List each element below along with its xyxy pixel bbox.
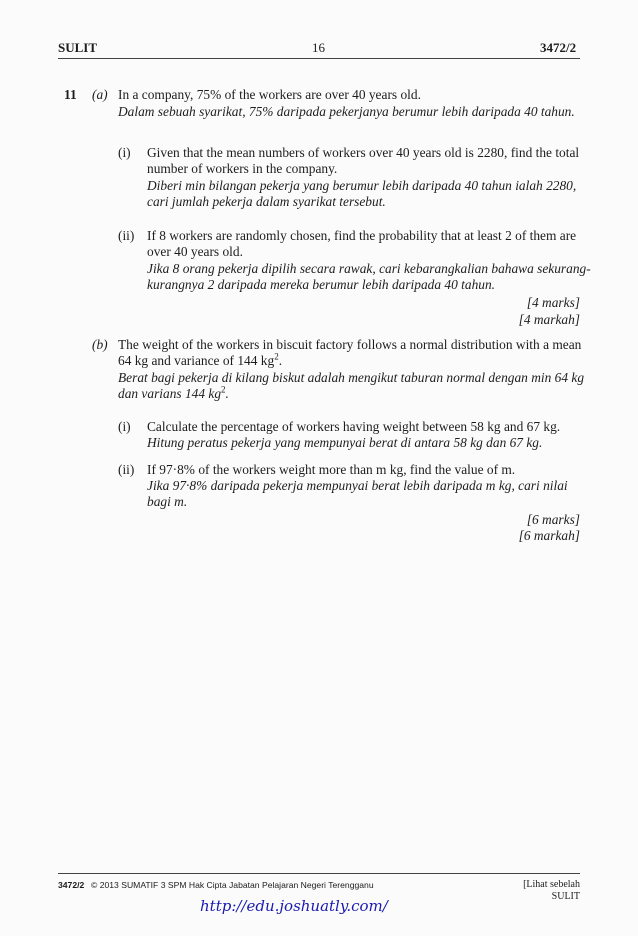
part-b-en-1: The weight of the workers in biscuit factory follows a normal distribution with a mean [118,337,582,352]
footer-rule [58,873,580,874]
part-a-i-en-2: number of workers in the company. [147,161,338,176]
footer-url-link[interactable]: http://edu.joshuatly.com/ [200,897,388,915]
part-b-label: (b) [92,337,108,352]
part-b-ii-label: (ii) [118,462,135,477]
part-b-i-en: Calculate the percentage of workers having weight between 58 kg and 67 kg. [147,419,561,434]
part-a-ii-ms-2: kurangnya 2 daripada mereka berumur lebih daripada 40 tahun. [147,277,495,292]
header-rule [58,58,580,59]
part-b-ii-ms-1: Jika 97·8% daripada pekerja mempunyai berat lebih daripada m kg, cari nilai [147,478,568,493]
paper-code: 3472/2 [540,40,577,55]
part-a-i-en-1: Given that the mean numbers of workers over 40 years old is 2280, find the total [147,145,580,160]
part-a-text-en: In a company, 75% of the workers are over 40 years old. [118,87,421,102]
part-a-ii-en-1: If 8 workers are randomly chosen, find the probability that at least 2 of them are [147,228,577,243]
part-b-marks-ms: [6 markah] [518,528,580,543]
part-b-ii-ms-2: bagi m. [147,494,188,509]
question-number: 11 [64,87,77,102]
part-b-ii-en: If 97·8% of the workers weight more than m kg, find the value of m. [147,462,516,477]
part-b-marks-en: [6 marks] [526,512,580,527]
header-sulit: SULIT [58,40,98,55]
part-a-i-label: (i) [118,145,131,160]
footer-copyright: © 2013 SUMATIF 3 SPM Hak Cipta Jabatan Pelajaran Negeri Terengganu [91,880,374,890]
part-a-ii-ms-1: Jika 8 orang pekerja dipilih secara rawak, cari kebarangkalian bahawa sekurang- [147,261,591,276]
part-b-ms-1: Berat bagi pekerja di kilang biskut adalah mengikut taburan normal dengan min 64 kg [118,370,585,385]
page-number: 16 [312,40,325,55]
part-b-en-2: 64 kg and variance of 144 $kg^2$. [118,351,283,368]
part-a-i-ms-2: cari jumlah pekerja dalam syarikat tersebut. [147,194,386,209]
part-b-i-label: (i) [118,419,131,434]
part-b-ms-2: dan varians 144 $kg^2$. [118,384,229,401]
part-a-ii-label: (ii) [118,228,135,243]
part-a-marks-en: [4 marks] [526,295,580,310]
part-a-text-ms: Dalam sebuah syarikat, 75% daripada pekerjanya berumur lebih daripada 40 tahun. [118,104,575,119]
part-b-i-ms: Hitung peratus pekerja yang mempunyai berat di antara 58 kg dan 67 kg. [147,435,543,450]
footer-turn-over: [Lihat sebelah SULIT [523,879,580,902]
part-a-i-ms-1: Diberi min bilangan pekerja yang berumur lebih daripada 40 tahun ialah 2280, [147,178,577,193]
footer-code: 3472/2 [58,880,85,890]
part-a-label: (a) [92,87,108,102]
part-a-marks-ms: [4 markah] [518,312,580,327]
part-a-ii-en-2: over 40 years old. [147,244,243,259]
